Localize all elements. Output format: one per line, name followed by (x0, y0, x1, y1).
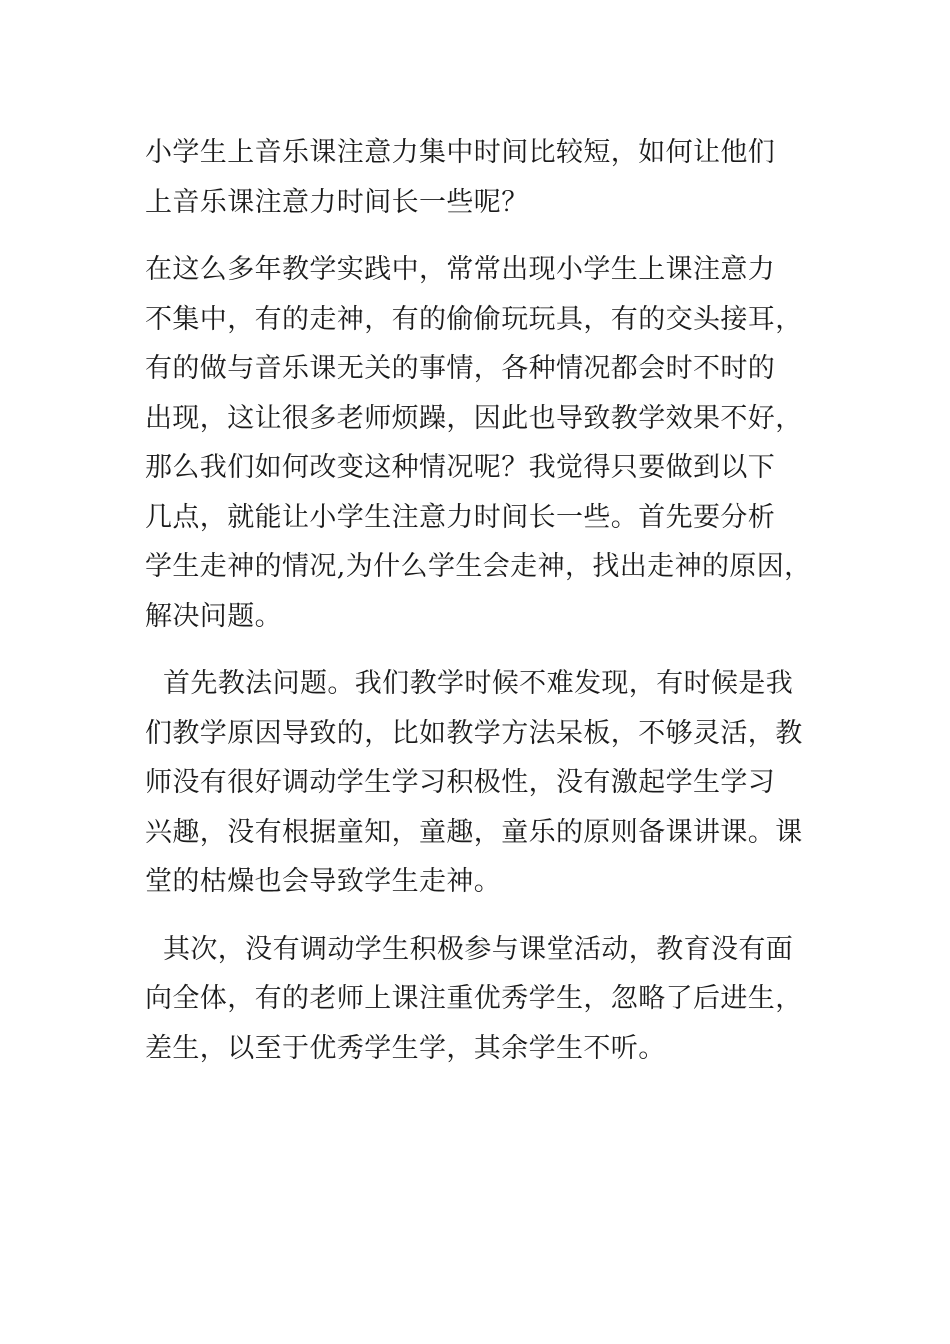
paragraph-teaching-method (145, 659, 835, 907)
paragraph-participation (145, 925, 835, 1074)
text-line: 兴趣，没有根据童知，童趣，童乐的原则备课讲课。课 (145, 816, 803, 848)
text-line: 几点，就能让小学生注意力时间长一些。首先要分析 (145, 501, 776, 533)
text-line: 向全体，有的老师上课注重优秀学生，忽略了后进生， (145, 983, 803, 1014)
paragraph-intro (145, 245, 835, 641)
document-body (145, 128, 835, 1091)
text-line: 解决问题。 (145, 600, 282, 632)
text-line: 首先教法问题。我们教学时候不难发现，有时候是我 (145, 668, 794, 699)
text-line: 不集中，有的走神，有的偷偷玩玩具，有的交头接耳， (145, 303, 803, 335)
text-line: 有的做与音乐课无关的事情，各种情况都会时不时的 (145, 353, 776, 384)
paragraph-question (145, 128, 835, 227)
text-line: 堂的枯燥也会导致学生走神。 (145, 866, 502, 897)
text-line: 小学生上音乐课注意力集中时间比较短，如何让他们 (145, 137, 776, 168)
text-line: 学生走神的情况,为什么学生会走神，找出走神的原因， (145, 551, 812, 582)
text-line: 其次，没有调动学生积极参与课堂活动，教育没有面 (145, 933, 794, 965)
text-line: 在这么多年教学实践中，常常出现小学生上课注意力 (145, 254, 776, 285)
text-line: 们教学原因导致的，比如教学方法呆板，不够灵活，教 (145, 717, 803, 749)
text-line: 出现，这让很多老师烦躁，因此也导致教学效果不好， (145, 402, 803, 434)
text-line: 差生，以至于优秀学生学，其余学生不听。 (145, 1032, 666, 1064)
text-line: 上音乐课注意力时间长一些呢？ (145, 186, 529, 218)
text-line: 那么我们如何改变这种情况呢？我觉得只要做到以下 (145, 452, 776, 483)
text-line: 师没有很好调动学生学习积极性，没有激起学生学习 (145, 767, 776, 798)
